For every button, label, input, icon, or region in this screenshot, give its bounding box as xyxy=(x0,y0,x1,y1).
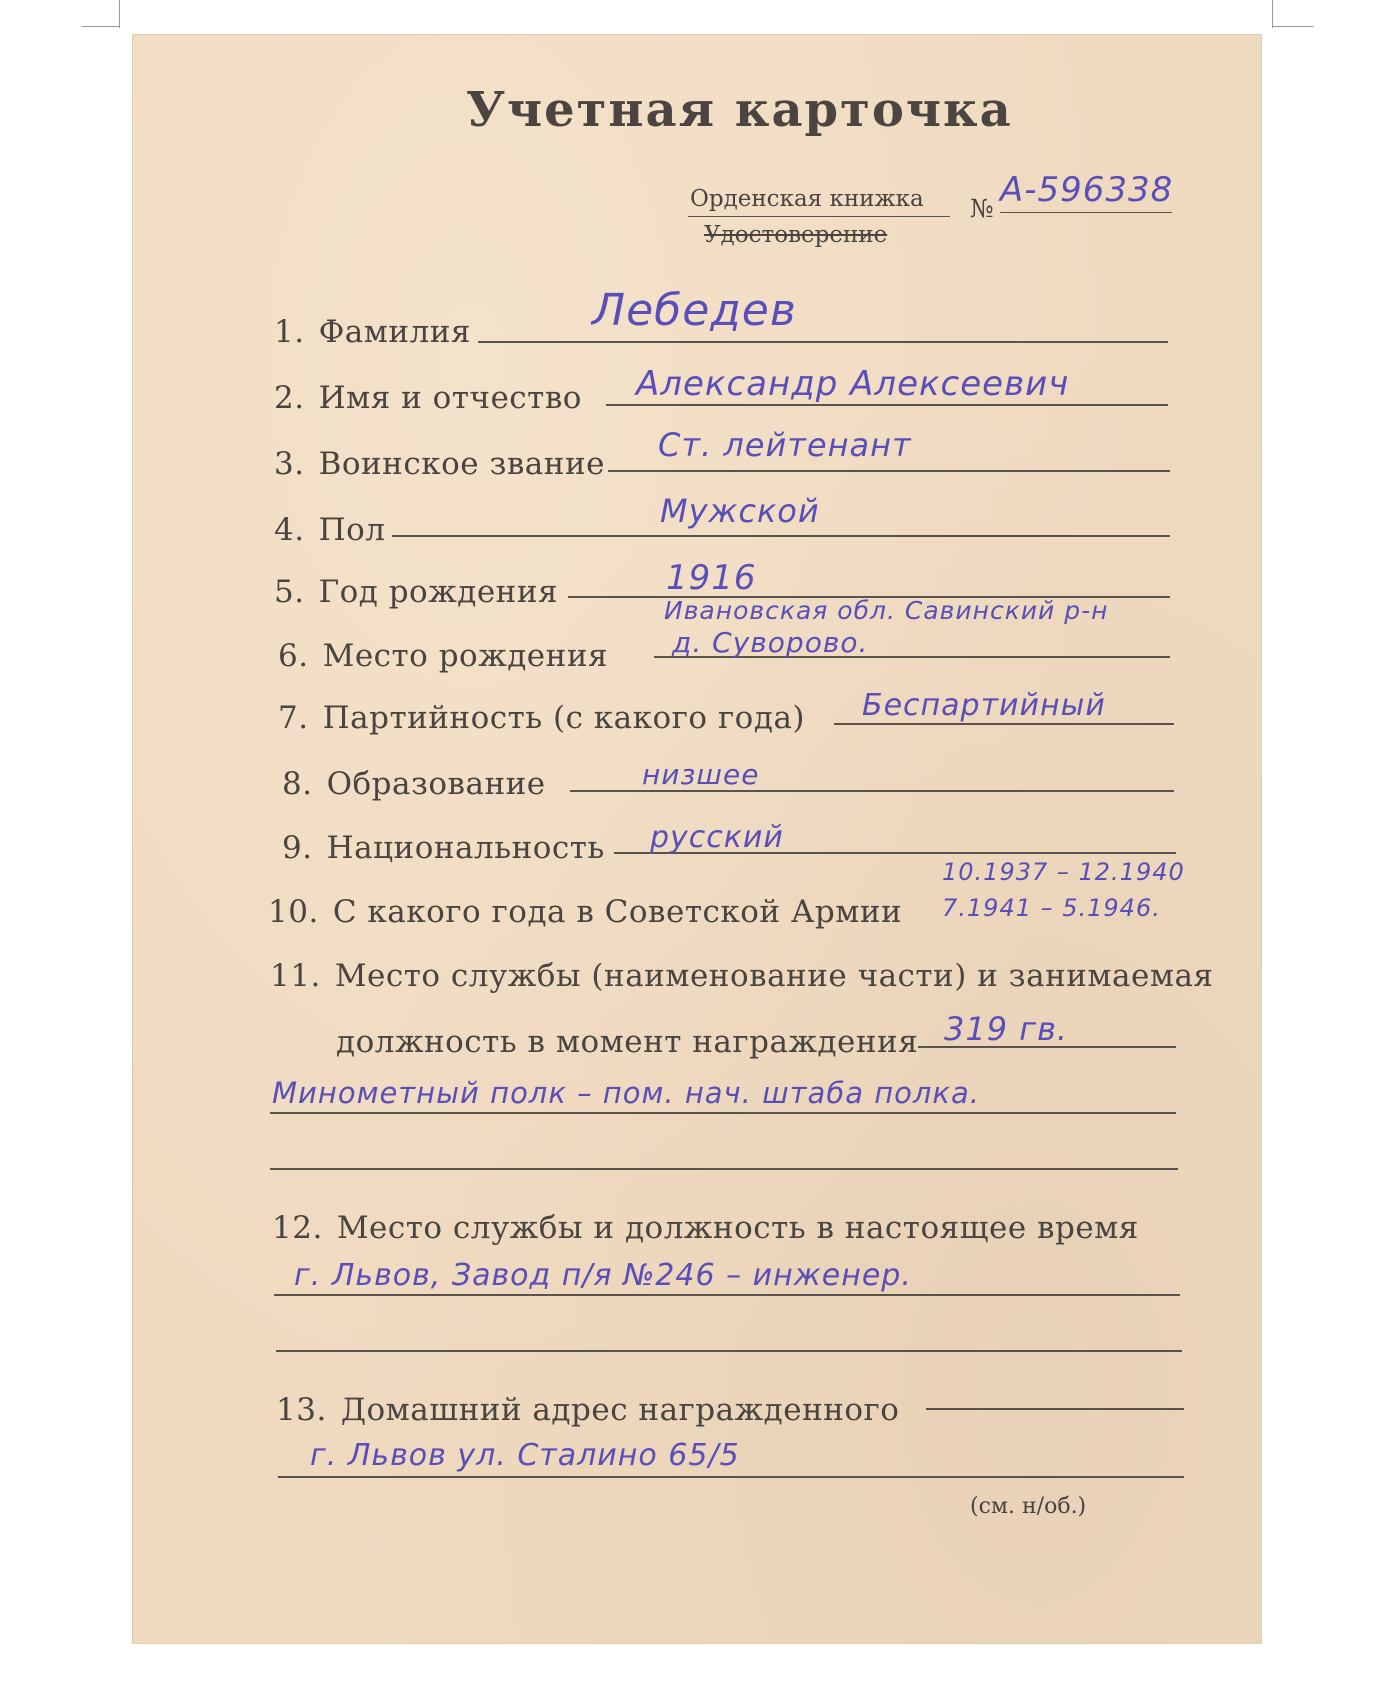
order-book-number: А-596338 xyxy=(1000,170,1174,210)
field-4-label: 4. Пол xyxy=(274,512,386,548)
order-book-label: Орденская книжка xyxy=(690,186,924,212)
field-2-label: 2. Имя и отчество xyxy=(274,380,582,416)
certificate-label: Удостоверение xyxy=(704,222,888,248)
crop-mark-left-horizontal xyxy=(82,26,120,27)
field-13-line2 xyxy=(278,1476,1184,1478)
order-book-number-line xyxy=(1000,212,1172,213)
field-11-label-line2: должность в момент награждения xyxy=(336,1024,919,1060)
crop-mark-right-horizontal xyxy=(1272,26,1314,27)
field-2-line xyxy=(606,404,1168,406)
field-13-value: г. Львов ул. Сталино 65/5 xyxy=(310,1438,740,1473)
field-1-value: Лебедев xyxy=(592,285,797,336)
field-6-value-line1: Ивановская обл. Савинский р-н xyxy=(664,596,1109,625)
field-8-value: низшее xyxy=(642,758,760,791)
field-12-value: г. Львов, Завод п/я №246 – инженер. xyxy=(294,1258,912,1293)
field-1-label: 1. Фамилия xyxy=(274,314,471,350)
field-10-value-line1: 10.1937 – 12.1940 xyxy=(942,858,1185,886)
field-7-line xyxy=(834,723,1174,725)
field-11-line3 xyxy=(270,1168,1178,1170)
field-12-line1 xyxy=(274,1294,1180,1296)
field-7-label: 7. Партийность (с какого года) xyxy=(278,700,806,736)
field-5-value: 1916 xyxy=(666,558,757,598)
field-9-label: 9. Национальность xyxy=(282,830,605,866)
field-10-label: 10. С какого года в Советской Армии xyxy=(268,894,903,930)
number-sign: № xyxy=(970,194,994,223)
footnote: (см. н/об.) xyxy=(970,1494,1087,1519)
crop-mark-left-vertical xyxy=(119,0,120,28)
field-9-value: русский xyxy=(650,820,784,855)
field-6-value-line2: д. Суворово. xyxy=(672,626,869,659)
order-book-underline xyxy=(688,216,950,217)
field-5-label: 5. Год рождения xyxy=(274,574,559,610)
field-4-line xyxy=(392,535,1170,537)
field-3-value: Ст. лейтенант xyxy=(658,426,912,464)
crop-mark-right-vertical xyxy=(1272,0,1273,28)
field-3-label: 3. Воинское звание xyxy=(274,446,605,482)
field-4-value: Мужской xyxy=(660,492,820,530)
field-10-value-line2: 7.1941 – 5.1946. xyxy=(942,894,1161,922)
field-1-number: 1. xyxy=(274,314,305,350)
field-11-label-line1: 11. Место службы (наименование части) и занимаемая xyxy=(270,958,1214,994)
field-12-label: 12. Место службы и должность в настоящее время xyxy=(272,1210,1139,1246)
field-3-line xyxy=(608,470,1170,472)
field-12-line2 xyxy=(276,1350,1182,1352)
field-13-line1 xyxy=(926,1408,1184,1410)
field-11-value-line2: Минометный полк – пом. нач. штаба полка. xyxy=(272,1076,980,1110)
field-11-value-line1: 319 гв. xyxy=(944,1010,1069,1048)
field-8-label: 8. Образование xyxy=(282,766,546,802)
field-2-value: Александр Алексеевич xyxy=(636,364,1070,404)
field-11-line2 xyxy=(270,1112,1176,1114)
card-title: Учетная карточка xyxy=(466,82,1013,138)
field-6-label: 6. Место рождения xyxy=(278,638,609,674)
field-7-value: Беспартийный xyxy=(862,688,1106,723)
field-1-line xyxy=(478,341,1168,343)
field-13-label: 13. Домашний адрес награжденного xyxy=(276,1392,900,1428)
